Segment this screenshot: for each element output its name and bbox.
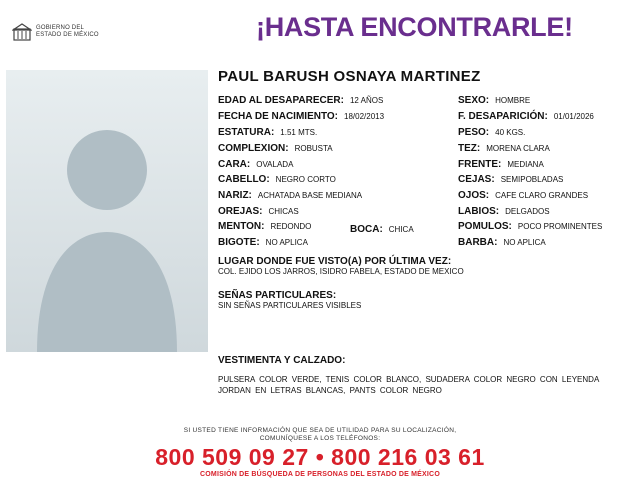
field-edad: EDAD AL DESAPARECER: 12 AÑOS [218,95,384,106]
last-seen-label: LUGAR DONDE FUE VISTO(A) POR ÚLTIMA VEZ: [218,256,452,267]
clothing-value: PULSERA COLOR VERDE, TENIS COLOR BLANCO, SUDADERA COLOR NEGRO CON LEYENDA JORDAN EN LETRAS BLANCAS, PANTS COLOR NEGRO [218,375,599,395]
field-barba: BARBA: NO APLICA [458,237,546,248]
marks-label: SEÑAS PARTICULARES: [218,290,337,301]
field-tez: TEZ: MORENA CLARA [458,143,550,154]
clothing-label: VESTIMENTA Y CALZADO: [218,355,346,366]
phone-number-2[interactable]: 800 216 03 61 [331,444,485,470]
field-bigote: BIGOTE: NO APLICA [218,237,308,248]
field-peso: PESO: 40 KGS. [458,127,526,138]
field-cejas: CEJAS: SEMIPOBLADAS [458,174,564,185]
contact-note: SI USTED TIENE INFORMACIÓN QUE SEA DE UTILIDAD PARA SU LOCALIZACIÓN, COMUNÍQUESE A LOS TELÉFONOS: [183,427,457,442]
field-cabello: CABELLO: NEGRO CORTO [218,174,336,185]
field-cara: CARA: OVALADA [218,159,294,170]
phone-separator: • [315,444,325,470]
distinguishing-marks-section [218,290,361,311]
field-pomulos: POMULOS: POCO PROMINENTES [458,221,603,232]
person-photo [6,70,208,352]
field-menton: MENTON: REDONDO [218,221,312,232]
field-labios: LABIOS: DELGADOS [458,206,550,217]
last-seen-section [218,256,464,277]
field-orejas: OREJAS: CHICAS [218,206,299,217]
phone-number-1[interactable]: 800 509 09 27 [155,444,309,470]
photo-placeholder-silhouette [6,70,208,352]
field-estatura: ESTATURA: 1.51 MTS. [218,127,318,138]
state-government-emblem-icon [12,22,32,42]
government-logo [12,22,99,42]
field-fecha-nacimiento: FECHA DE NACIMIENTO: 18/02/2013 [218,111,385,122]
government-name: GOBIERNO DEL ESTADO DE MÉXICO [36,25,99,38]
marks-value: SIN SEÑAS PARTICULARES VISIBLES [218,301,362,310]
field-frente: FRENTE: MEDIANA [458,159,544,170]
clothing-section [218,355,345,366]
last-seen-value: COL. EJIDO LOS JARROS, ISIDRO FABELA, ESTADO DE MEXICO [218,267,464,276]
field-sexo: SEXO: HOMBRE [458,95,531,106]
commission-name: COMISIÓN DE BÚSQUEDA DE PERSONAS DEL ESTADO DE MÉXICO [200,471,440,478]
phone-numbers [0,444,640,471]
field-nariz: NARIZ: ACHATADA BASE MEDIANA [218,190,363,201]
field-boca: BOCA: CHICA [350,224,414,235]
field-fecha-desaparicion: F. DESAPARICIÓN: 01/01/2026 [458,111,594,122]
headline: ¡HASTA ENCONTRARLE! [256,12,573,42]
field-ojos: OJOS: CAFE CLARO GRANDES [458,190,589,201]
person-name: PAUL BARUSH OSNAYA MARTINEZ [218,68,481,85]
field-complexion: COMPLEXION: ROBUSTA [218,143,333,154]
